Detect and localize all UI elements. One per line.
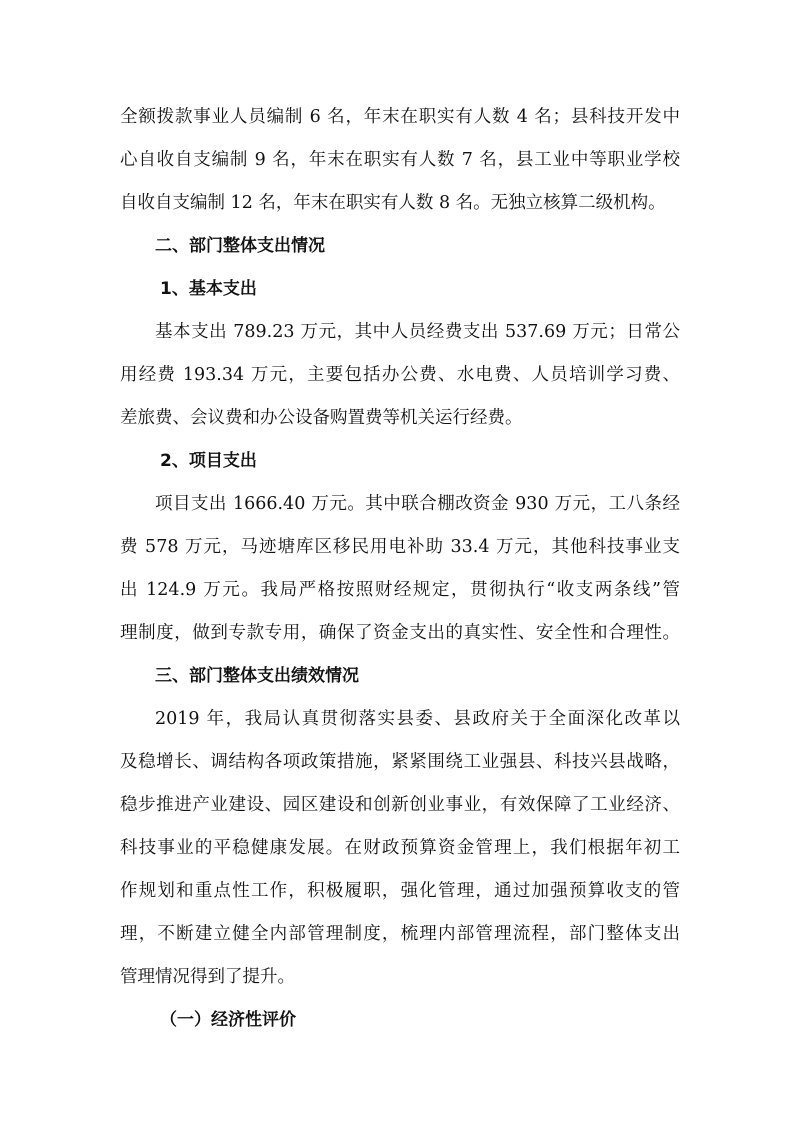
- paragraph-2-line-3: 差旅费、会议费和办公设备购置费等机关运行经费。: [120, 408, 523, 428]
- paragraph-4-line-2: 及稳增长、调结构各项政策措施，紧紧围绕工业强县、科技兴县战略，: [120, 752, 680, 772]
- paragraph-2-line-1: 基本支出 789.23 万元，其中人员经费支出 537.69 万元；日常公: [155, 322, 680, 342]
- paragraph-4-line-5: 作规划和重点性工作，积极履职，强化管理，通过加强预算收支的管: [120, 881, 680, 901]
- paragraph-4-line-3: 稳步推进产业建设、园区建设和创新创业事业，有效保障了工业经济、: [120, 795, 680, 815]
- paragraph-4-line-7: 管理情况得到了提升。: [120, 967, 295, 987]
- paragraph-3-line-4: 理制度，做到专款专用，确保了资金支出的真实性、安全性和合理性。: [120, 623, 680, 643]
- section-heading-3: 三、部门整体支出绩效情况: [155, 666, 359, 686]
- paragraph-3-line-2: 费 578 万元，马迹塘库区移民用电补助 33.4 万元，其他科技事业支: [120, 537, 680, 557]
- paragraph-4-line-1: 2019 年，我局认真贯彻落实县委、县政府关于全面深化改革以: [155, 709, 680, 729]
- paragraph-4-line-6: 理，不断建立健全内部管理制度，梳理内部管理流程，部门整体支出: [120, 924, 680, 944]
- paragraph-3-line-3: 出 124.9 万元。我局严格按照财经规定，贯彻执行“收支两条线”管: [120, 580, 680, 600]
- paragraph-1-line-3: 自收自支编制 12 名，年末在职实有人数 8 名。无独立核算二级机构。: [120, 193, 666, 213]
- subsection-heading-2-2: 2、项目支出: [160, 451, 257, 471]
- section-heading-2: 二、部门整体支出情况: [155, 236, 325, 256]
- subsection-heading-3-1: （一）经济性评价: [160, 1010, 296, 1030]
- paragraph-3-line-1: 项目支出 1666.40 万元。其中联合棚改资金 930 万元，工八条经: [155, 494, 680, 514]
- paragraph-1-line-2: 心自收自支编制 9 名，年末在职实有人数 7 名，县工业中等职业学校: [120, 150, 680, 170]
- paragraph-1-line-1: 全额拨款事业人员编制 6 名，年末在职实有人数 4 名；县科技开发中: [120, 107, 680, 127]
- paragraph-2-line-2: 用经费 193.34 万元，主要包括办公费、水电费、人员培训学习费、: [120, 365, 680, 385]
- subsection-heading-2-1: 1、基本支出: [160, 279, 257, 299]
- paragraph-4-line-4: 科技事业的平稳健康发展。在财政预算资金管理上，我们根据年初工: [120, 838, 680, 858]
